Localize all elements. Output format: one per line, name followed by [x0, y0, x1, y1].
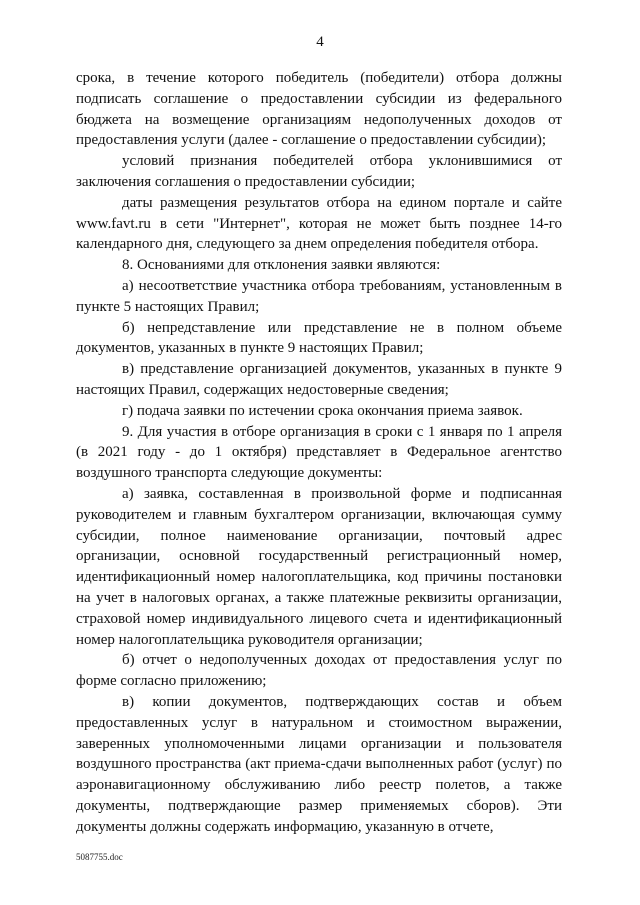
- paragraph: в) представление организацией документов, указанных в пункте 9 настоящих Правил, содержащих недостоверные сведения;: [76, 361, 562, 398]
- paragraph: г) подача заявки по истечении срока окончания приема заявок.: [122, 402, 523, 419]
- paragraph: б) непредставление или представление не в полном объеме документов, указанных в пункте 9 настоящих Правил;: [76, 319, 562, 357]
- page-number: 4: [316, 34, 324, 50]
- document-file-id: 5087755.doc: [76, 852, 123, 862]
- paragraph: даты размещения результатов отбора на едином портале и сайте www.favt.ru в сети "Интернет", которая не может быть позднее 14-го календарного дня, следующего за днем определения победителя отбора.: [76, 194, 562, 253]
- paragraph: а) заявка, составленная в произвольной форме и подписанная руководителем и главным бухгалтером организации, включающая сумму субсидии, полное наименование организации, почтовый адрес организации, основной государственный регистрационный номер, идентификационный номер налогоплательщика, код причины постановки на учет в налоговых органах, а также платежные реквизиты организации, страховой номер индивидуального лицевого счета и идентификационный номер налогоплательщика руководителя организации;: [76, 485, 562, 648]
- paragraph: условий признания победителей отбора уклонившимися от заключения соглашения о предоставлении субсидии;: [76, 153, 562, 190]
- paragraph: а) несоответствие участника отбора требованиям, установленным в пункте 5 настоящих Правил;: [76, 277, 562, 315]
- paragraph: 8. Основаниями для отклонения заявки являются:: [122, 257, 441, 274]
- paragraph: 9. Для участия в отборе организация в сроки с 1 января по 1 апреля (в 2021 году - до 1 октября) представляет в Федеральное агентство воздушного транспорта следующие документы:: [76, 423, 562, 482]
- paragraph: б) отчет о недополученных доходах от предоставления услуг по форме согласно приложению;: [76, 652, 562, 690]
- paragraph: срока, в течение которого победитель (победители) отбора должны подписать соглашение о предоставлении субсидии из федерального бюджета на возмещение организациям недополученных доходов от предоставления услуги (далее - соглашение о предоставлении субсидии);: [76, 70, 562, 149]
- paragraph: в) копии документов, подтверждающих состав и объем предоставленных услуг в натуральном и стоимостном выражении, заверенных уполномоченными лицами организации и пользователя воздушного пространства (акт приема-сдачи выполненных работ (услуг) по аэронавигационному обслуживанию либо реестр полетов, а также документы, подтверждающие размер применяемых сборов). Эти документы должны содержать информацию, указанную в отчете,: [76, 693, 562, 835]
- document-body: [76, 68, 562, 837]
